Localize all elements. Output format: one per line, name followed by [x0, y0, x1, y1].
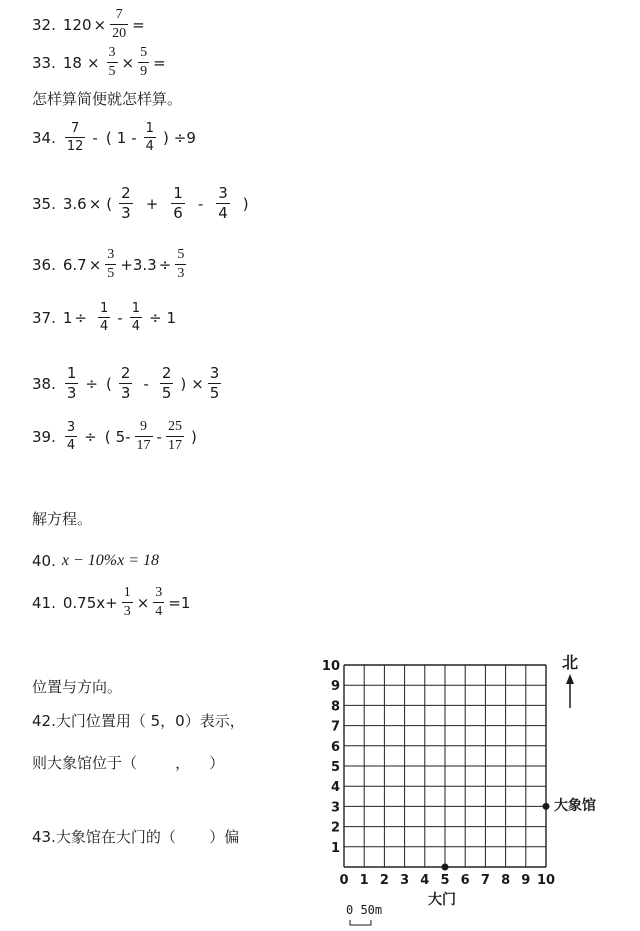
y-tick-label: 6	[330, 739, 340, 755]
fraction: $\frac{25}{17}$	[167, 419, 182, 453]
problem-35	[32, 186, 253, 221]
problem-number: 35.	[32, 194, 56, 213]
problem-36	[32, 248, 189, 281]
fraction: $\frac{2}{3}$	[121, 184, 131, 222]
y-tick-label: 9	[330, 679, 340, 695]
operand: 18	[62, 53, 82, 72]
fraction: $\frac{2}{5}$	[161, 364, 172, 402]
x-tick-label: 0	[339, 873, 349, 888]
plus-sign: +	[145, 194, 159, 213]
fraction: $\frac{3}{4}$	[155, 585, 163, 619]
times-sign: ×	[93, 15, 107, 34]
operand: 1	[116, 128, 127, 147]
problem-39	[32, 420, 201, 453]
divide-sign: ÷	[84, 427, 97, 446]
operand: 3.6	[62, 194, 87, 213]
paren: )	[180, 374, 187, 393]
fraction: $\frac{3}{4}$	[66, 420, 76, 453]
fraction: $\frac{5}{9}$	[140, 45, 148, 79]
x-tick-label: 9	[521, 873, 531, 888]
y-tick-label: 5	[330, 760, 340, 775]
minus-sign: -	[156, 427, 162, 446]
equals-term: =1	[168, 593, 191, 612]
minus-sign: -	[92, 128, 98, 147]
problem-number: 39.	[32, 427, 56, 446]
fraction: $\frac{1}{3}$	[123, 585, 131, 619]
minus-sign: -	[143, 374, 149, 393]
times-sign: ×	[88, 255, 102, 274]
x-tick-label: 3	[400, 873, 410, 888]
divide-sign: ÷	[158, 255, 172, 274]
north-label: 北	[562, 653, 579, 672]
fraction: $\frac{1}{4}$	[99, 301, 109, 334]
question-42-line1: 42.大门位置用（ 5，0）表示，	[32, 712, 245, 730]
times-sign: ×	[136, 593, 150, 612]
y-tick-label: 7	[330, 719, 340, 735]
question-42-line2: 则大象馆位于（ ， ）	[32, 754, 225, 772]
section-heading-simplify: 怎样算简便就怎样算。	[32, 90, 183, 108]
fraction: $\frac{3}{5}$	[108, 45, 116, 79]
fraction: $\frac{1}{6}$	[173, 184, 183, 222]
fraction: $\frac{1}{4}$	[145, 121, 154, 154]
problem-number: 32.	[32, 15, 56, 34]
operand: 6.7	[62, 255, 87, 274]
problem-number: 34.	[32, 128, 56, 147]
times-sign: ×	[121, 53, 135, 72]
problem-number: 33.	[32, 53, 56, 72]
fraction: $\frac{5}{3}$	[177, 247, 185, 281]
fraction: $\frac{3}{4}$	[218, 184, 228, 222]
divide-sign: ÷	[74, 308, 87, 327]
elephant-point	[543, 803, 550, 810]
problem-number: 41.	[32, 593, 56, 612]
x-tick-label: 6	[460, 873, 470, 888]
minus-sign: -	[117, 308, 123, 327]
paren: (	[105, 128, 112, 147]
divide-term: ÷9	[173, 128, 196, 147]
problem-34	[32, 122, 197, 153]
fraction: $\frac{2}{3}$	[120, 364, 131, 402]
x-tick-label: 2	[379, 873, 389, 888]
divide-sign: ÷	[85, 374, 98, 393]
scale-label: 0 50m	[346, 903, 383, 917]
operand: 120	[62, 15, 92, 34]
gate-label: 大门	[428, 892, 456, 908]
operand: 1	[62, 308, 73, 327]
paren: )	[162, 128, 169, 147]
coordinate-grid	[320, 648, 630, 931]
fraction: $\frac{7}{12}$	[66, 121, 84, 154]
minus-sign: -	[197, 194, 204, 213]
times-sign: ×	[88, 194, 102, 213]
section-heading-equations: 解方程。	[32, 510, 93, 528]
problem-number: 40.	[32, 552, 56, 570]
operand: 1	[166, 308, 177, 327]
fraction: $\frac{9}{17}$	[136, 419, 151, 453]
equation: x − 10%x = 18	[61, 552, 159, 569]
operand: 0.75x+	[62, 593, 118, 612]
y-tick-label: 4	[330, 780, 340, 796]
times-sign: ×	[86, 53, 100, 72]
y-tick-label: 8	[330, 699, 340, 715]
x-tick-label: 5	[440, 873, 450, 888]
north-arrow-icon	[566, 674, 574, 708]
x-tick-label: 10	[536, 873, 556, 888]
paren: (	[106, 194, 113, 213]
fraction: $\frac{7}{20}$	[112, 7, 127, 41]
gate-point	[442, 864, 449, 871]
paren: )	[242, 194, 249, 213]
problem-37	[32, 302, 177, 333]
question-43: 43.大象馆在大门的（ ）偏	[32, 828, 240, 846]
minus-sign: -	[131, 128, 137, 147]
x-axis-ticks	[339, 873, 555, 888]
times-sign: ×	[191, 374, 204, 393]
section-heading-position: 位置与方向。	[32, 678, 123, 696]
paren: (	[105, 374, 112, 393]
x-tick-label: 1	[359, 873, 369, 888]
problem-32	[32, 8, 146, 41]
grid-lines	[344, 665, 546, 867]
fraction: $\frac{1}{4}$	[131, 301, 140, 334]
fraction: $\frac{3}{5}$	[209, 364, 220, 402]
scale-bar	[350, 920, 371, 925]
y-tick-label: 1	[330, 840, 340, 856]
problem-41	[32, 586, 191, 619]
y-tick-label: 3	[330, 800, 340, 816]
fraction: $\frac{1}{3}$	[66, 364, 77, 402]
equals-sign: =	[132, 15, 145, 34]
problem-38	[32, 366, 224, 401]
problem-number: 36.	[32, 255, 56, 274]
fraction: $\frac{3}{5}$	[107, 247, 115, 281]
y-tick-label: 2	[330, 820, 340, 836]
y-tick-label: 10	[321, 659, 340, 674]
operand: +3.3	[120, 255, 157, 274]
problem-40	[32, 552, 159, 570]
problem-33	[32, 46, 167, 79]
paren: )	[190, 427, 197, 446]
paren: (	[104, 427, 111, 446]
y-axis-ticks	[322, 659, 340, 856]
problem-number: 38.	[32, 374, 56, 393]
operand: 5-	[115, 427, 131, 446]
x-tick-label: 8	[501, 873, 511, 888]
x-tick-label: 4	[420, 873, 430, 888]
equals-sign: =	[153, 53, 166, 72]
x-tick-label: 7	[480, 873, 490, 888]
divide-sign: ÷	[148, 308, 162, 327]
problem-number: 37.	[32, 308, 56, 327]
elephant-label: 大象馆	[554, 798, 596, 814]
